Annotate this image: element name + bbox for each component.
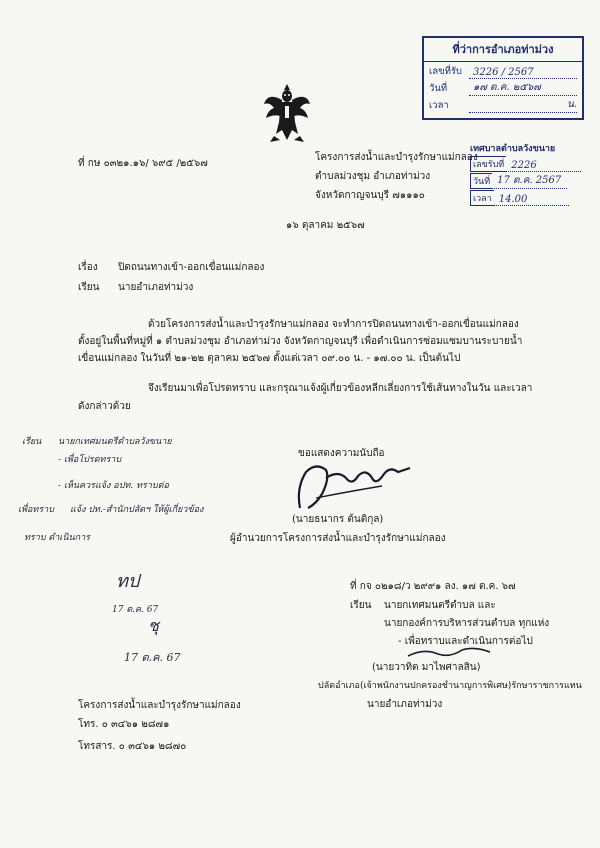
municipality-date-label: วันที่ (470, 173, 492, 189)
endorsement-to-line1: นายกเทศมนตรีตำบล และ (384, 600, 496, 611)
margin-note-2-line: แจ้ง ปท.-สำนักปลัดฯ ให้ผู้เกี่ยวข้อง (70, 505, 204, 515)
sender-address-line2: จังหวัดกาญจนบุรี ๗๑๑๑๐ (315, 190, 425, 201)
sender-address-line1: ตำบลม่วงชุม อำเภอท่าม่วง (315, 171, 431, 182)
endorsement-purpose: - เพื่อทราบและดำเนินการต่อไป (398, 636, 533, 647)
margin-note-1-line3: - เห็นควรแจ้ง อปท. ทราบต่อ (58, 481, 169, 491)
margin-mark: ทป (116, 571, 140, 592)
recipient-text: นายอำเภอท่าม่วง (118, 282, 194, 293)
endorsement-signer-title2: นายอำเภอท่าม่วง (367, 699, 443, 710)
endorsement-signature-icon (404, 644, 494, 662)
signer-name: (นายธนากร ต้นติกุล) (292, 514, 384, 525)
district-receive-stamp (422, 36, 584, 120)
closing-phrase: ขอแสดงความนับถือ (298, 448, 385, 459)
stamp-date-label: วันที่ (429, 83, 448, 94)
district-stamp-title: ที่ว่าการอำเภอท่าม่วง (424, 38, 582, 62)
body-line-4: จึงเรียนมาเพื่อโปรดทราบ และกรุณาแจ้งผู้เกี่ยวข้องหลีกเลี่ยงการใช้เส้นทางในวัน และเวลา (148, 383, 533, 394)
footer-telephone: โทร. ๐ ๓๔๖๑ ๒๘๗๑ (78, 719, 170, 730)
margin-note-1-label: เรียน (22, 437, 42, 447)
endorsement-signer-name: (นายวาทิต มาไพศาลสิน) (372, 662, 481, 673)
margin-note-1-line1: นายกเทศมนตรีตำบลวังขนาย (58, 437, 172, 447)
footer-organization: โครงการส่งน้ำและบำรุงรักษาแม่กลอง (78, 700, 241, 711)
body-line-2: ตั้งอยู่ในพื้นที่หมู่ที่ ๑ ตำบลม่วงชุม อำเภอท่าม่วง จังหวัดกาญจนบุรี เพื่อดำเนินการซ่อมแซมบานระบายน้ำ (78, 336, 523, 347)
subject-label: เรื่อง (78, 262, 98, 273)
margin-initial: ชุ (148, 616, 159, 635)
recipient-label: เรียน (78, 282, 100, 293)
municipality-receive-no-value: 2226 (506, 160, 581, 172)
footer-fax: โทรสาร. ๐ ๓๔๖๑ ๒๘๗๐ (78, 741, 187, 752)
municipality-stamp-title: เทศบาลตำบลวังขนาย (470, 144, 556, 154)
garuda-emblem-icon (262, 82, 312, 144)
stamp-time-value: น. (469, 97, 577, 113)
municipality-time-value: 14.00 (494, 194, 569, 206)
body-line-3: เขื่อนแม่กลอง ในวันที่ ๒๑-๒๒ ตุลาคม ๒๕๖๗ ตั้งแต่เวลา ๐๙.๐๐ น. - ๑๗.๐๐ น. เป็นต้นไป (78, 353, 461, 364)
margin-note-3: ทราบ ดำเนินการ (24, 533, 91, 543)
endorsement-signer-title1: ปลัดอำเภอ(เจ้าพนักงานปกครองชำนาญการพิเศษ)รักษาราชการแทน (318, 681, 582, 691)
municipality-receive-no-label: เลขรับที่ (470, 156, 506, 172)
subject-text: ปิดถนนทางเข้า-ออกเขื่อนแม่กลอง (118, 262, 265, 273)
municipality-date-value: 17 ต.ค. 2567 (492, 173, 567, 189)
margin-date-1: 17 ต.ค. 67 (112, 605, 159, 615)
signer-title: ผู้อำนวยการโครงการส่งน้ำและบำรุงรักษาแม่กลอง (230, 533, 446, 544)
margin-note-1-line2: - เพื่อโปรดทราบ (58, 455, 122, 465)
receive-no-label: เลขที่รับ (429, 66, 462, 77)
receive-no-value: 3226 / 2567 (469, 67, 577, 79)
endorsement-to-line2: นายกองค์การบริหารส่วนตำบล ทุกแห่ง (384, 618, 550, 629)
letter-date: ๑๖ ตุลาคม ๒๕๖๗ (286, 220, 365, 231)
endorsement-to-label: เรียน (350, 600, 372, 611)
sender-organization: โครงการส่งน้ำและบำรุงรักษาแม่กลอง (315, 152, 478, 163)
body-line-5: ดังกล่าวด้วย (78, 401, 131, 412)
stamp-date-value: ๑๗ ต.ค. ๒๕๖๗ (469, 80, 577, 96)
document-number: ที่ กษ ๐๓๒๑.๑๖/ ๖๙๕ /๒๕๖๗ (78, 158, 208, 169)
municipality-time-label: เวลา (470, 190, 494, 206)
margin-date-2: 17 ต.ค. 67 (124, 651, 181, 664)
margin-note-2-label: เพื่อทราบ (18, 505, 54, 515)
handwritten-signature-icon (286, 458, 416, 514)
body-line-1: ด้วยโครงการส่งน้ำและบำรุงรักษาแม่กลอง จะทำการปิดถนนทางเข้า-ออกเขื่อนแม่กลอง (148, 319, 519, 330)
municipality-receive-stamp (470, 138, 588, 206)
endorsement-doc-number: ที่ กจ ๐๒๑๘/ว ๒๙๙๑ ลง. ๑๗ ต.ค. ๖๗ (350, 581, 516, 592)
stamp-time-label: เวลา (429, 100, 449, 111)
